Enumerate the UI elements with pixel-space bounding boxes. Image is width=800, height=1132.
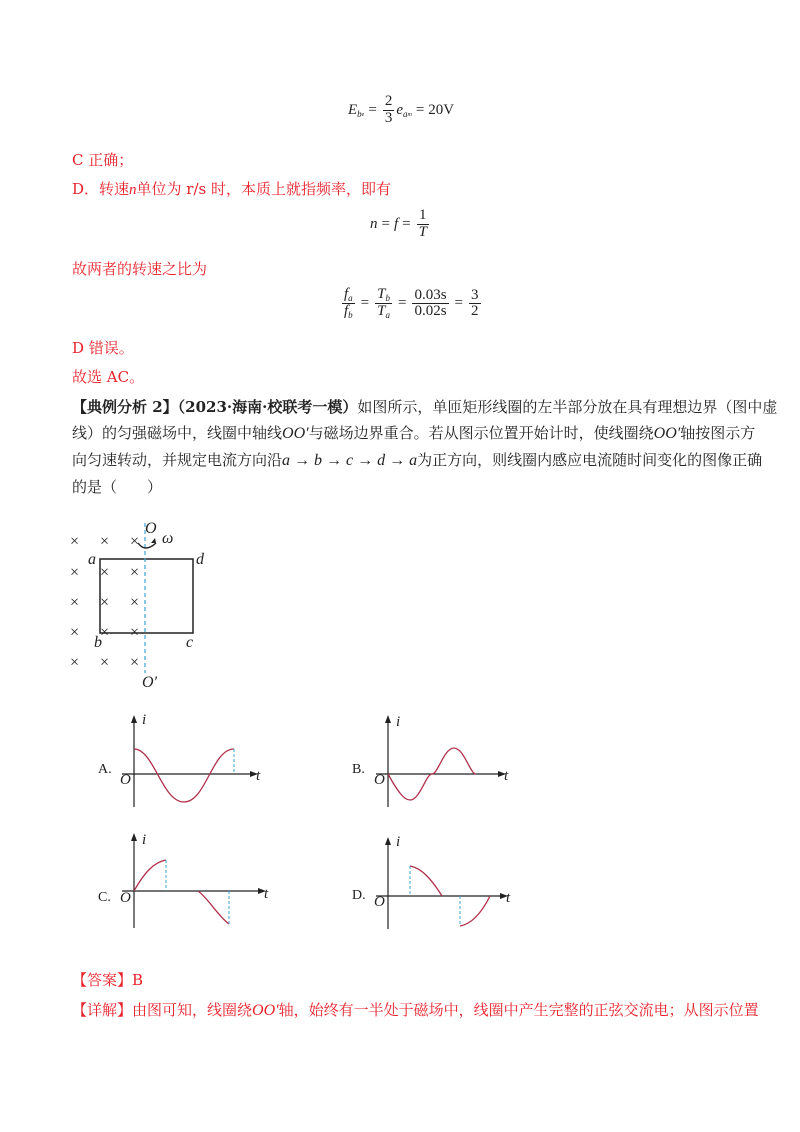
cross: × [130,654,140,671]
cross: × [70,533,80,550]
curve-negative [460,896,490,926]
curve [134,749,234,802]
equation-ratio: $\frac{f_a}{f_b}$ = $\frac{T_b}{T_a}$ = $\frac{0.03s}{0.02s}$ = $\frac{3}{2}$ [344,286,479,321]
line-c-correct: C 正确； [72,151,134,169]
cross: × [70,624,80,641]
line-choose: 故选 AC。 [72,368,145,386]
eq1-rhs: 20V [428,101,455,118]
cross: × [130,594,140,611]
label-O-bottom: O′ [142,674,158,690]
eq3-frac2: $\frac{T_b}{T_a}$ [377,286,390,321]
graph-C [112,828,272,933]
answer-tag: 【答案】 [72,971,133,989]
detail-line: 【详解】由图可知，线圈绕OO′轴，始终有一半处于磁场中，线圈中产生完整的正弦交流电；从图示位置 [72,1001,759,1019]
axis-t: t [256,768,261,784]
label-d: d [196,551,204,568]
origin: O [374,894,385,910]
origin: O [120,890,131,906]
eq1-lhs: $E_be$ [348,101,365,119]
y-arrow-icon [131,833,137,841]
label-omega: ω [162,530,174,547]
equation-frequency: n = f = $\frac{1}{T}$ [370,207,427,240]
y-arrow-icon [131,715,137,723]
y-arrow-icon [385,837,391,845]
label-a: a [88,551,96,568]
eq3-frac4: $\frac{3}{2}$ [471,286,479,320]
line-d-statement: D．转速n单位为 r/s 时，本质上就指频率，即有 [72,180,391,198]
origin: O [374,772,385,788]
cross: × [100,624,110,641]
cross: × [70,594,80,611]
eq1-e: $e_am$ [396,101,412,119]
option-C-label: C. [98,890,111,905]
answer-line [72,970,143,990]
equation-emf: $E_be$ = $\frac{2}{3}$ $e_am$ = 20V [348,93,455,126]
cross: × [130,533,140,550]
cross: × [70,654,80,671]
eq1-fraction: $\frac{2}{3}$ [384,93,393,126]
coil-figure [60,515,230,690]
graph-D [366,834,526,934]
line-d-wrong: D 错误。 [72,339,134,357]
example-line-1: 【典例分析 2】（2023·海南·校联考一模）如图所示，单匝矩形线圈的左半部分放在具有理想边界（图中虚 [72,398,778,416]
cross: × [130,624,140,641]
origin: O [120,772,131,788]
coil-rectangle [100,559,193,633]
curve-positive [134,860,166,891]
cross: × [100,533,110,550]
option-B-label: B. [352,762,365,777]
curve-positive [410,866,442,896]
rotation-arrow-icon [138,543,156,548]
axis-i: i [142,832,147,848]
axis-t: t [506,890,511,906]
example-line-4: 的是（ ） [72,478,163,496]
axis-i: i [396,714,401,730]
axis-i: i [142,712,147,728]
cross: × [130,564,140,581]
axis-i: i [396,834,401,850]
option-A-label: A. [98,762,112,777]
example-tag: 【典例分析 2】 [72,398,178,416]
axis-t: t [504,768,509,784]
cross: × [100,594,110,611]
arrowhead-icon [151,538,156,543]
eq3-frac3: $\frac{0.03s}{0.02s}$ [414,286,447,320]
cross: × [70,564,80,581]
detail-tag: 【详解】 [72,1001,133,1019]
answer-value: B [132,971,144,989]
example-problem [72,394,778,500]
magnetic-field-crosses [70,533,139,671]
eq2-fraction: $\frac{1}{T}$ [418,207,427,240]
example-line-2: 线）的匀强磁场中，线圈中轴线OO′与磁场边界重合。若从图示位置开始计时，使线圈绕OO′轴按图示方 [72,424,756,442]
label-c: c [186,634,194,651]
cross: × [100,654,110,671]
axis-t: t [264,886,269,902]
line-ratio: 故两者的转速之比为 [72,260,208,278]
graph-A [112,712,272,812]
option-D-label: D. [352,888,366,903]
curve-negative [198,891,229,924]
example-source: （2023·海南·校联考一模） [177,398,358,416]
label-b: b [94,634,102,651]
eq3-frac1: $\frac{f_a}{f_b}$ [344,286,353,321]
label-O-top: O [145,520,157,537]
example-line-3: 向匀速转动，并规定电流方向沿a → b → c → d → a为正方向，则线圈内感应电流随时间变化的图像正确 [72,451,763,469]
cross: × [100,564,110,581]
graph-B [366,712,526,812]
y-arrow-icon [385,715,391,723]
